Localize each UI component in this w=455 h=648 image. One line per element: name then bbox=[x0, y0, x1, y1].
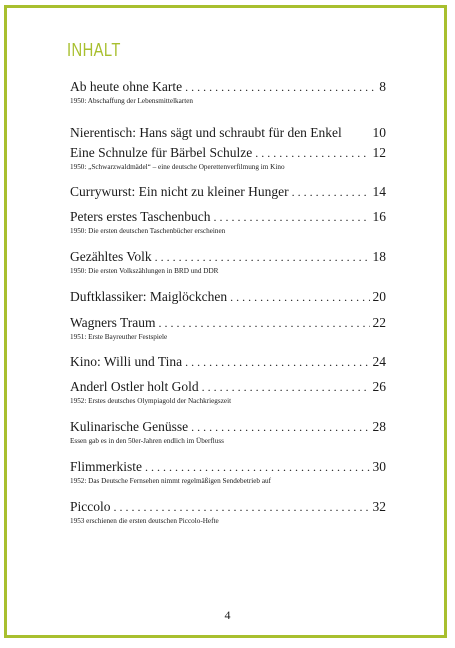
toc-entry-subtitle: 1952: Erstes deutsches Olympiagold der Nachkriegszeit bbox=[70, 397, 232, 405]
toc-entry-page: 22 bbox=[372, 315, 386, 330]
toc-entry-subtitle: 1951: Erste Bayreuther Festspiele bbox=[70, 333, 168, 341]
toc-entry-title: Flimmerkiste bbox=[70, 459, 142, 474]
toc-entry-title: Peters erstes Taschenbuch bbox=[70, 209, 211, 224]
toc-entry-subtitle: 1952: Das Deutsche Fernsehen nimmt regelmäßigen Sendebetrieb auf bbox=[70, 477, 271, 485]
toc-entry-subtitle: 1953 erschienen die ersten deutschen Piccolo-Hefte bbox=[70, 517, 219, 525]
toc-entry bbox=[70, 459, 386, 486]
toc-leader-dots bbox=[255, 145, 369, 161]
toc-entry-page: 14 bbox=[372, 184, 386, 199]
toc-leader-dots bbox=[155, 249, 370, 265]
toc-entry bbox=[70, 315, 386, 342]
toc-entry-subtitle: 1950: Abschaffung der Lebensmittelkarten bbox=[70, 97, 194, 105]
toc-entry-line bbox=[70, 354, 386, 370]
toc-entry-title: Wagners Traum bbox=[70, 315, 156, 330]
toc-entry bbox=[70, 209, 386, 236]
toc-entry-page: 20 bbox=[372, 289, 386, 304]
toc-leader-dots bbox=[114, 499, 370, 515]
toc-entry bbox=[70, 145, 386, 172]
toc-leader-dots bbox=[185, 79, 376, 95]
toc-leader-dots bbox=[292, 184, 370, 200]
toc-entry-subtitle: Essen gab es in den 50er-Jahren endlich im Überfluss bbox=[70, 437, 224, 445]
toc-entry-line bbox=[70, 289, 386, 305]
toc-entry-page: 28 bbox=[372, 419, 386, 434]
toc-entry-page: 18 bbox=[372, 249, 386, 264]
toc-entry-page: 24 bbox=[372, 354, 386, 369]
toc-entry bbox=[70, 289, 386, 305]
toc-entry-page: 26 bbox=[372, 379, 386, 394]
toc-entry bbox=[70, 125, 386, 141]
toc-entry-subtitle: 1950: Die ersten deutschen Taschenbücher erscheinen bbox=[70, 227, 226, 235]
page-number: 4 bbox=[224, 608, 231, 622]
toc-entry-page: 12 bbox=[372, 145, 386, 160]
contents-heading: INHALT bbox=[67, 40, 121, 60]
toc-leader-dots bbox=[145, 459, 370, 475]
toc-leader-dots bbox=[202, 379, 370, 395]
toc-entry-line bbox=[70, 79, 386, 95]
toc-entry bbox=[70, 499, 386, 526]
toc-entry-line bbox=[70, 184, 386, 200]
toc-entry-title: Eine Schnulze für Bärbel Schulze bbox=[70, 145, 253, 160]
toc-entry-line bbox=[70, 315, 386, 331]
toc-entry-line bbox=[70, 499, 386, 515]
toc-entry-title: Kulinarische Genüsse bbox=[70, 419, 189, 434]
toc-entry bbox=[70, 249, 386, 276]
toc-leader-dots bbox=[185, 354, 369, 370]
toc-entry-title: Piccolo bbox=[70, 499, 111, 514]
toc-entry-line bbox=[70, 249, 386, 265]
toc-entry-line bbox=[70, 209, 386, 225]
toc-entry-title: Kino: Willi und Tina bbox=[70, 354, 183, 369]
toc-entry-page: 16 bbox=[372, 209, 386, 224]
toc-entry-title: Nierentisch: Hans sägt und schraubt für den Enkel bbox=[70, 125, 342, 140]
toc-entry-title: Currywurst: Ein nicht zu kleiner Hunger bbox=[70, 184, 289, 199]
toc-entry-line bbox=[70, 145, 386, 161]
toc-entry-page: 10 bbox=[372, 125, 386, 140]
toc-entry-subtitle: 1950: Die ersten Volkszählungen in BRD und DDR bbox=[70, 267, 219, 275]
toc-entry-subtitle: 1950: „Schwarzwaldmädel“ – eine deutsche Operettenverfilmung im Kino bbox=[70, 163, 285, 171]
toc-entry-title: Anderl Ostler holt Gold bbox=[70, 379, 199, 394]
toc-entry-line bbox=[70, 419, 386, 435]
toc-entry-line bbox=[70, 379, 386, 395]
toc-entry bbox=[70, 419, 386, 446]
toc-entry-line bbox=[70, 125, 386, 141]
toc-leader-dots bbox=[159, 315, 370, 331]
toc-entry-title: Duftklassiker: Maiglöckchen bbox=[70, 289, 228, 304]
toc-entry-title: Gezähltes Volk bbox=[70, 249, 152, 264]
toc-entry bbox=[70, 379, 386, 406]
toc-entry-page: 8 bbox=[379, 79, 386, 94]
toc-entry-line bbox=[70, 459, 386, 475]
toc-entry bbox=[70, 354, 386, 370]
toc-entry-page: 32 bbox=[372, 499, 386, 514]
toc-entry bbox=[70, 79, 386, 106]
toc-entry-page: 30 bbox=[372, 459, 386, 474]
toc-leader-dots bbox=[214, 209, 370, 225]
toc-leader-dots bbox=[230, 289, 369, 305]
toc-entry bbox=[70, 184, 386, 200]
toc-entry-title: Ab heute ohne Karte bbox=[70, 79, 183, 94]
toc-leader-dots bbox=[191, 419, 369, 435]
